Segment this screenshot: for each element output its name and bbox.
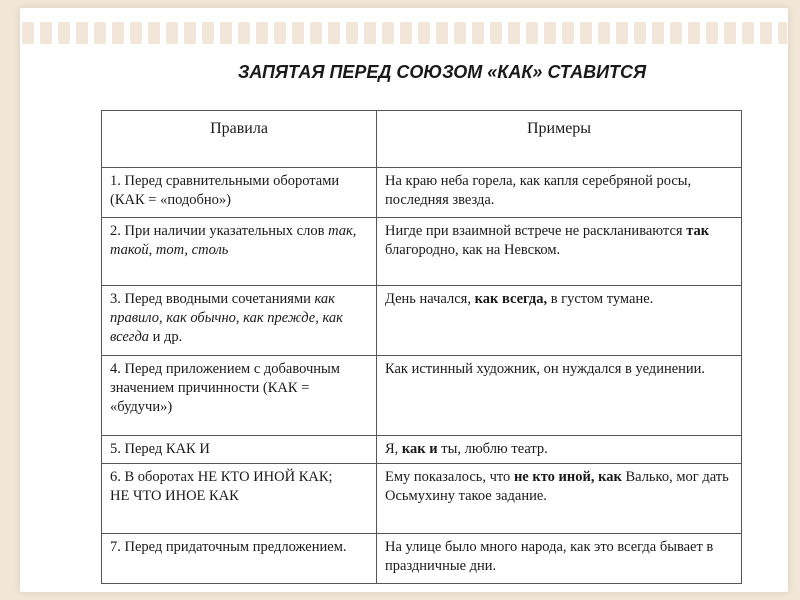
binding-hole: [346, 22, 358, 44]
example-text: ты, люблю театр.: [437, 441, 548, 457]
rule-text: 5. Перед КАК И: [110, 441, 210, 457]
binding-hole: [436, 22, 448, 44]
example-cell: [377, 464, 742, 534]
example-text: благородно, как на Невском.: [385, 242, 561, 258]
rule-cell: [102, 436, 377, 464]
rule-cell: [102, 356, 377, 436]
binding-hole: [184, 22, 196, 44]
binding-hole: [508, 22, 520, 44]
example-text: На улице было много народа, как это всегда бывает в праздничные дни.: [385, 539, 714, 574]
example-cell: [377, 534, 742, 584]
table-row: [102, 356, 742, 436]
binding-hole: [454, 22, 466, 44]
table-header-row: [102, 111, 742, 168]
binding-hole: [778, 22, 787, 44]
binding-hole: [310, 22, 322, 44]
binding-hole: [364, 22, 376, 44]
binding-hole: [148, 22, 160, 44]
rule-text: НЕ ЧТО ИНОЕ КАК: [110, 488, 239, 504]
rules-table: [101, 110, 742, 584]
example-text: Ему показалось, что: [385, 469, 514, 485]
binding-hole: [130, 22, 142, 44]
binding-hole: [382, 22, 394, 44]
table-row: [102, 218, 742, 286]
rule-text: 1. Перед сравнительными оборотами (КАК = «подобно»): [110, 173, 340, 208]
binding-hole: [526, 22, 538, 44]
example-cell: [377, 218, 742, 286]
binding-hole: [652, 22, 664, 44]
example-text: На краю неба горела, как капля серебряной росы, последняя звезда.: [385, 173, 692, 208]
binding-hole: [166, 22, 178, 44]
binding-hole: [112, 22, 124, 44]
example-text: Как истинный художник, он нуждался в уединении.: [385, 361, 706, 377]
rule-text: и др.: [149, 329, 183, 345]
header-rules: Правила: [102, 111, 377, 168]
rule-text: 6. В оборотах НЕ КТО ИНОЙ КАК;: [110, 469, 333, 485]
binding-hole: [418, 22, 430, 44]
example-text: как и: [401, 441, 438, 457]
binding-hole: [580, 22, 592, 44]
rule-text: 4. Перед приложением с добавочным значением причинности (КАК = «будучи»): [110, 361, 340, 415]
binding-holes: [22, 22, 787, 50]
binding-hole: [40, 22, 52, 44]
table-row: [102, 436, 742, 464]
binding-hole: [76, 22, 88, 44]
table-row: [102, 168, 742, 218]
binding-hole: [634, 22, 646, 44]
example-text: Валько, мог дать Осьмухину такое задание.: [385, 469, 729, 504]
binding-hole: [400, 22, 412, 44]
binding-hole: [22, 22, 34, 44]
example-text: в густом тумане.: [547, 291, 654, 307]
binding-hole: [562, 22, 574, 44]
rule-text: 7. Перед придаточным предложением.: [110, 539, 347, 555]
example-cell: [377, 286, 742, 356]
rule-text: как правило, как обычно, как прежде, как всегда: [110, 291, 343, 345]
table-row: [102, 464, 742, 534]
table-row: [102, 534, 742, 584]
binding-hole: [724, 22, 736, 44]
binding-hole: [742, 22, 754, 44]
example-text: Нигде при взаимной встрече не раскланиваются: [385, 223, 687, 239]
example-text: Я,: [385, 441, 402, 457]
rule-cell: [102, 534, 377, 584]
example-text: как всегда,: [474, 291, 548, 307]
binding-hole: [94, 22, 106, 44]
header-examples: Примеры: [377, 111, 742, 168]
binding-hole: [544, 22, 556, 44]
binding-hole: [202, 22, 214, 44]
rule-text: 3. Перед вводными сочетаниями: [110, 291, 315, 307]
rule-text: 2. При наличии указательных слов: [110, 223, 329, 239]
example-cell: [377, 436, 742, 464]
binding-hole: [238, 22, 250, 44]
binding-hole: [328, 22, 340, 44]
example-cell: [377, 168, 742, 218]
binding-hole: [490, 22, 502, 44]
example-text: День начался,: [385, 291, 475, 307]
rule-cell: [102, 286, 377, 356]
binding-hole: [616, 22, 628, 44]
binding-hole: [472, 22, 484, 44]
binding-hole: [58, 22, 70, 44]
rule-cell: [102, 218, 377, 286]
binding-hole: [598, 22, 610, 44]
binding-hole: [220, 22, 232, 44]
binding-hole: [760, 22, 772, 44]
example-text: не кто иной, как: [513, 469, 622, 485]
page-title: ЗАПЯТАЯ ПЕРЕД СОЮЗОМ «КАК» СТАВИТСЯ: [237, 62, 647, 82]
binding-hole: [256, 22, 268, 44]
example-cell: [377, 356, 742, 436]
table-row: [102, 286, 742, 356]
binding-hole: [274, 22, 286, 44]
binding-hole: [706, 22, 718, 44]
binding-hole: [670, 22, 682, 44]
example-text: так: [686, 223, 710, 239]
rule-cell: [102, 464, 377, 534]
rule-cell: [102, 168, 377, 218]
binding-hole: [292, 22, 304, 44]
rule-text: так, такой, тот, столь: [110, 223, 357, 258]
binding-hole: [688, 22, 700, 44]
